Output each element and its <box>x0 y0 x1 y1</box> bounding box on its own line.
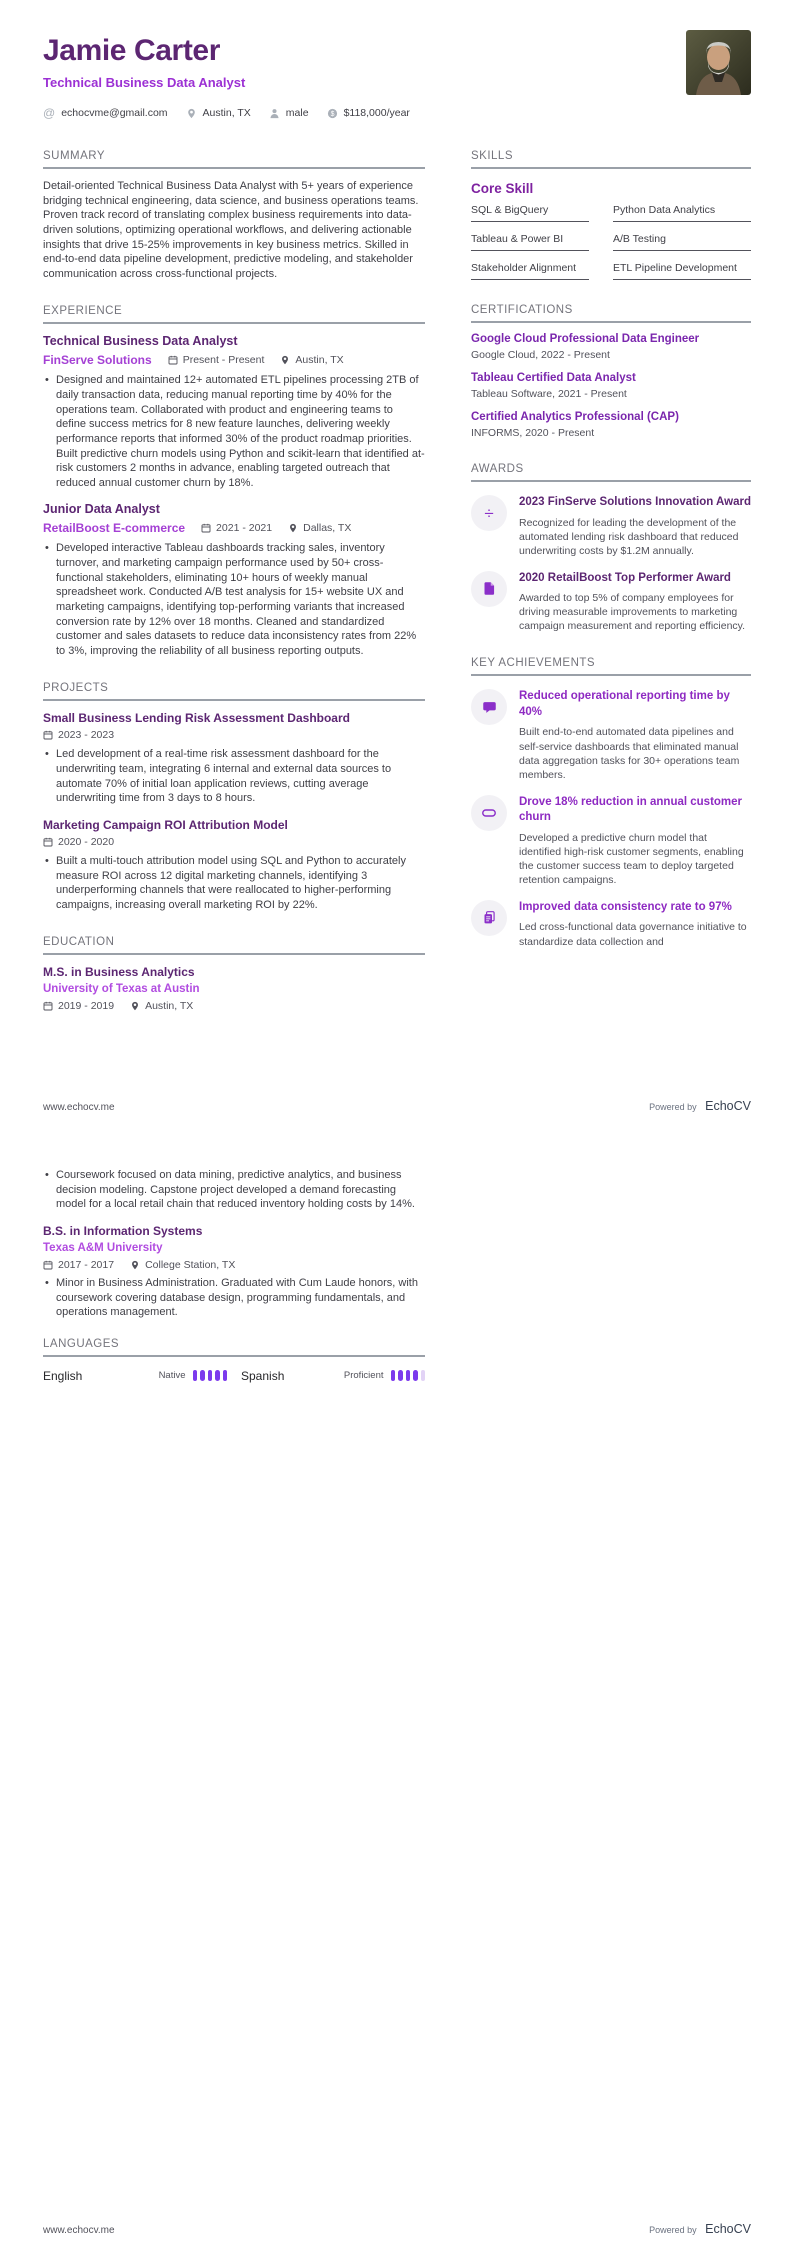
education-entry <box>43 1224 425 1320</box>
job-dates: 2021 - 2021 <box>201 522 272 534</box>
project-entry <box>43 711 425 806</box>
contact-gender: male <box>269 107 309 119</box>
achievement-description: Led cross-functional data governance initiative to standardize data collection and <box>519 921 747 948</box>
summary-text: Detail-oriented Technical Business Data Analyst with 5+ years of experience bridging technical engineering, data science, and business operations teams. Proven track record of translating complex business requirements into data-driven solutions, optimizing operational workflows, and delivering actionable insights that drive 15-25% improvements in key business metrics. Skilled in end-to-end data pipeline development, predictive modeling, and stakeholder communication across cross-functional projects. <box>43 180 419 280</box>
school-name: Texas A&M University <box>43 1241 163 1254</box>
calendar-icon <box>43 837 53 847</box>
calendar-icon <box>168 355 178 365</box>
languages-heading: LANGUAGES <box>43 1338 425 1357</box>
education-meta <box>43 1259 425 1271</box>
company-name: FinServe Solutions <box>43 353 152 368</box>
project-entry <box>43 818 425 913</box>
certification-title: Tableau Certified Data Analyst <box>471 372 636 384</box>
job-meta <box>43 353 425 367</box>
job-meta <box>43 521 425 535</box>
skill-item: Stakeholder Alignment <box>471 262 589 280</box>
degree-title: B.S. in Information Systems <box>43 1223 203 1238</box>
job-location: Dallas, TX <box>288 522 351 534</box>
education-location: College Station, TX <box>130 1259 235 1271</box>
company-name: RetailBoost E-commerce <box>43 521 186 536</box>
achievement-title: Improved data consistency rate to 97% <box>519 900 732 913</box>
resume-header <box>43 34 603 120</box>
award-title: 2020 RetailBoost Top Performer Award <box>519 571 731 584</box>
education-bullet: • Coursework focused on data mining, predictive analytics, and business decision modeling. Capstone project developed a demand forecasting model for a local retail chain that reduced inventory holding costs by 14%. <box>43 1168 425 1212</box>
pin-icon <box>130 1260 140 1270</box>
language-level: Proficient <box>343 1370 384 1382</box>
job-bullet: • Developed interactive Tableau dashboards tracking sales, inventory turnover, and marketing campaign performance used by 50+ cross-functional stakeholders, eliminating 10+ hours of weekly manual spreadsheet work. Conducted A/B test analysis for 15+ website UX and marketing campaigns, identifying top-performing variants that increased conversion rate by 12% over 18 months. Cleaned and standardized customer and sales datasets to reduce data inconsistency rates from 22% to 3%, improving the reliability of all business reporting outputs. <box>43 541 425 658</box>
projects-heading: PROJECTS <box>43 682 425 701</box>
site-link[interactable]: www.echocv.me <box>43 2225 115 2236</box>
project-bullet: • Led development of a real-time risk assessment dashboard for the underwriting team, integrating 6 internal and external data sources to automate 70% of initial loan application reviews, cutting average underwriting time from 3 days to 8 hours. <box>43 747 425 806</box>
calendar-icon <box>201 523 211 533</box>
skill-item: Python Data Analytics <box>613 204 751 222</box>
education-dates: 2019 - 2019 <box>43 1000 114 1012</box>
calendar-icon <box>43 1260 53 1270</box>
chat-icon <box>471 689 507 725</box>
languages-list <box>43 1369 425 1383</box>
project-title: Marketing Campaign ROI Attribution Model <box>43 817 288 832</box>
brand-link[interactable]: EchoCV <box>705 2222 751 2236</box>
language-item <box>241 1369 425 1383</box>
awards-heading: AWARDS <box>471 463 751 482</box>
skill-item: Tableau & Power BI <box>471 233 589 251</box>
job-bullet: • Designed and maintained 12+ automated ETL pipelines processing 2TB of daily transaction data, reducing manual reporting time by 40% for the operations team. Collaborated with product and engineering teams to define success metrics for 8 new feature launches, delivering weekly performance reports that informed 30% of the product roadmap priorities. Built predictive churn models using Python and scikit-learn that identified at-risk customers 2 months in advance, enabling targeted outreach that reduced annual customer churn by 18%. <box>43 373 425 490</box>
award-item <box>471 571 751 634</box>
svg-text:$: $ <box>330 110 334 118</box>
key-achievements-heading: KEY ACHIEVEMENTS <box>471 657 751 676</box>
profile-photo <box>686 30 751 95</box>
pin-icon <box>186 108 197 119</box>
page2-footer <box>43 2220 751 2238</box>
file-icon <box>471 571 507 607</box>
person-icon <box>269 108 280 119</box>
contact-row <box>43 106 603 120</box>
contact-email: @ echocvme@gmail.com <box>43 106 168 120</box>
language-name: English <box>43 1368 83 1383</box>
skills-heading: SKILLS <box>471 150 751 169</box>
education-heading: EDUCATION <box>43 936 425 955</box>
powered-by-label: Powered by <box>649 1102 697 1112</box>
clipboard-icon <box>471 900 507 936</box>
job-location: Austin, TX <box>280 354 343 366</box>
certification-item <box>471 411 751 439</box>
achievement-item <box>471 795 751 887</box>
education-bullet: • Minor in Business Administration. Graduated with Cum Laude honors, with coursework covering database design, programming fundamentals, and operations management. <box>43 1276 425 1320</box>
education-entry <box>43 965 425 1012</box>
job-title: Junior Data Analyst <box>43 502 160 517</box>
degree-title: M.S. in Business Analytics <box>43 965 195 980</box>
resume-body <box>43 150 751 1012</box>
certifications-heading: CERTIFICATIONS <box>471 304 751 323</box>
site-link[interactable]: www.echocv.me <box>43 1102 115 1113</box>
job-entry <box>43 502 425 658</box>
achievement-title: Drove 18% reduction in annual customer churn <box>519 795 743 824</box>
award-description: Recognized for leading the development of the automated lending risk dashboard that reduced underwriting costs by $1.2M annually. <box>519 516 739 557</box>
experience-heading: EXPERIENCE <box>43 305 425 324</box>
project-dates: 2023 - 2023 <box>43 729 114 741</box>
language-level-dots <box>391 1370 426 1381</box>
pin-icon <box>130 1001 140 1011</box>
page1-footer <box>43 1097 751 1115</box>
achievement-description: Developed a predictive churn model that identified high-risk customer segments, enabling the customer success team to deploy targeted retention campaigns. <box>519 831 744 886</box>
job-title: Technical Business Data Analyst <box>43 334 238 349</box>
contact-salary: $ $118,000/year <box>327 107 410 119</box>
calendar-icon <box>43 730 53 740</box>
pin-icon <box>280 355 290 365</box>
certification-issuer: Tableau Software, 2021 - Present <box>471 388 627 400</box>
contact-location: Austin, TX <box>186 107 251 119</box>
skill-item: ETL Pipeline Development <box>613 262 751 280</box>
project-meta <box>43 729 425 741</box>
certification-title: Certified Analytics Professional (CAP) <box>471 411 679 423</box>
project-title: Small Business Lending Risk Assessment Dashboard <box>43 711 350 726</box>
pin-icon <box>288 523 298 533</box>
job-entry <box>43 334 425 490</box>
language-level-dots <box>193 1370 228 1381</box>
candidate-name: Jamie Carter <box>43 34 220 67</box>
school-name: University of Texas at Austin <box>43 983 200 996</box>
education-dates: 2017 - 2017 <box>43 1259 114 1271</box>
language-name: Spanish <box>241 1368 285 1383</box>
left-column <box>43 150 425 1012</box>
skill-item: A/B Testing <box>613 233 751 251</box>
job-dates: Present - Present <box>168 354 265 366</box>
skill-item: SQL & BigQuery <box>471 204 589 222</box>
summary-heading: SUMMARY <box>43 150 425 169</box>
dollar-circle-icon <box>327 108 338 119</box>
project-meta <box>43 836 425 848</box>
education-location: Austin, TX <box>130 1000 193 1012</box>
certification-title: Google Cloud Professional Data Engineer <box>471 333 700 345</box>
certification-issuer: Google Cloud, 2022 - Present <box>471 349 610 361</box>
at-icon: @ <box>43 106 56 120</box>
divide-icon: ÷ <box>471 495 507 531</box>
pill-icon <box>471 795 507 831</box>
candidate-title: Technical Business Data Analyst <box>43 75 246 90</box>
language-item <box>43 1369 227 1383</box>
skill-group-title: Core Skill <box>471 181 534 196</box>
project-dates: 2020 - 2020 <box>43 836 114 848</box>
award-description: Awarded to top 5% of company employees for driving measurable improvements to marketing campaign measurement and reporting efficiency. <box>519 592 746 633</box>
calendar-icon <box>43 1001 53 1011</box>
achievement-title: Reduced operational reporting time by 40% <box>519 690 730 718</box>
award-item <box>471 495 751 558</box>
right-column <box>471 150 751 1012</box>
achievement-item <box>471 689 751 781</box>
certification-issuer: INFORMS, 2020 - Present <box>471 427 595 439</box>
skills-list <box>471 204 751 280</box>
achievement-description: Built end-to-end automated data pipelines and self-service dashboards that eliminated manual data aggregation tasks for 30+ operations team members. <box>519 726 740 781</box>
award-title: 2023 FinServe Solutions Innovation Award <box>519 496 751 508</box>
certification-item <box>471 333 751 361</box>
left-column-continued <box>43 1168 425 1383</box>
achievement-item <box>471 900 751 949</box>
resume-page-2 <box>0 1123 794 2246</box>
education-meta <box>43 1000 425 1012</box>
certification-item <box>471 372 751 400</box>
brand-link[interactable]: EchoCV <box>705 1099 751 1113</box>
language-level: Native <box>158 1370 186 1382</box>
project-bullet: • Built a multi-touch attribution model using SQL and Python to accurately measure ROI across 12 digital marketing channels, identifying 3 underperforming channels that were reallocated to higher-performing campaigns, increasing overall marketing ROI by 22%. <box>43 854 425 913</box>
powered-by-label: Powered by <box>649 2225 697 2235</box>
